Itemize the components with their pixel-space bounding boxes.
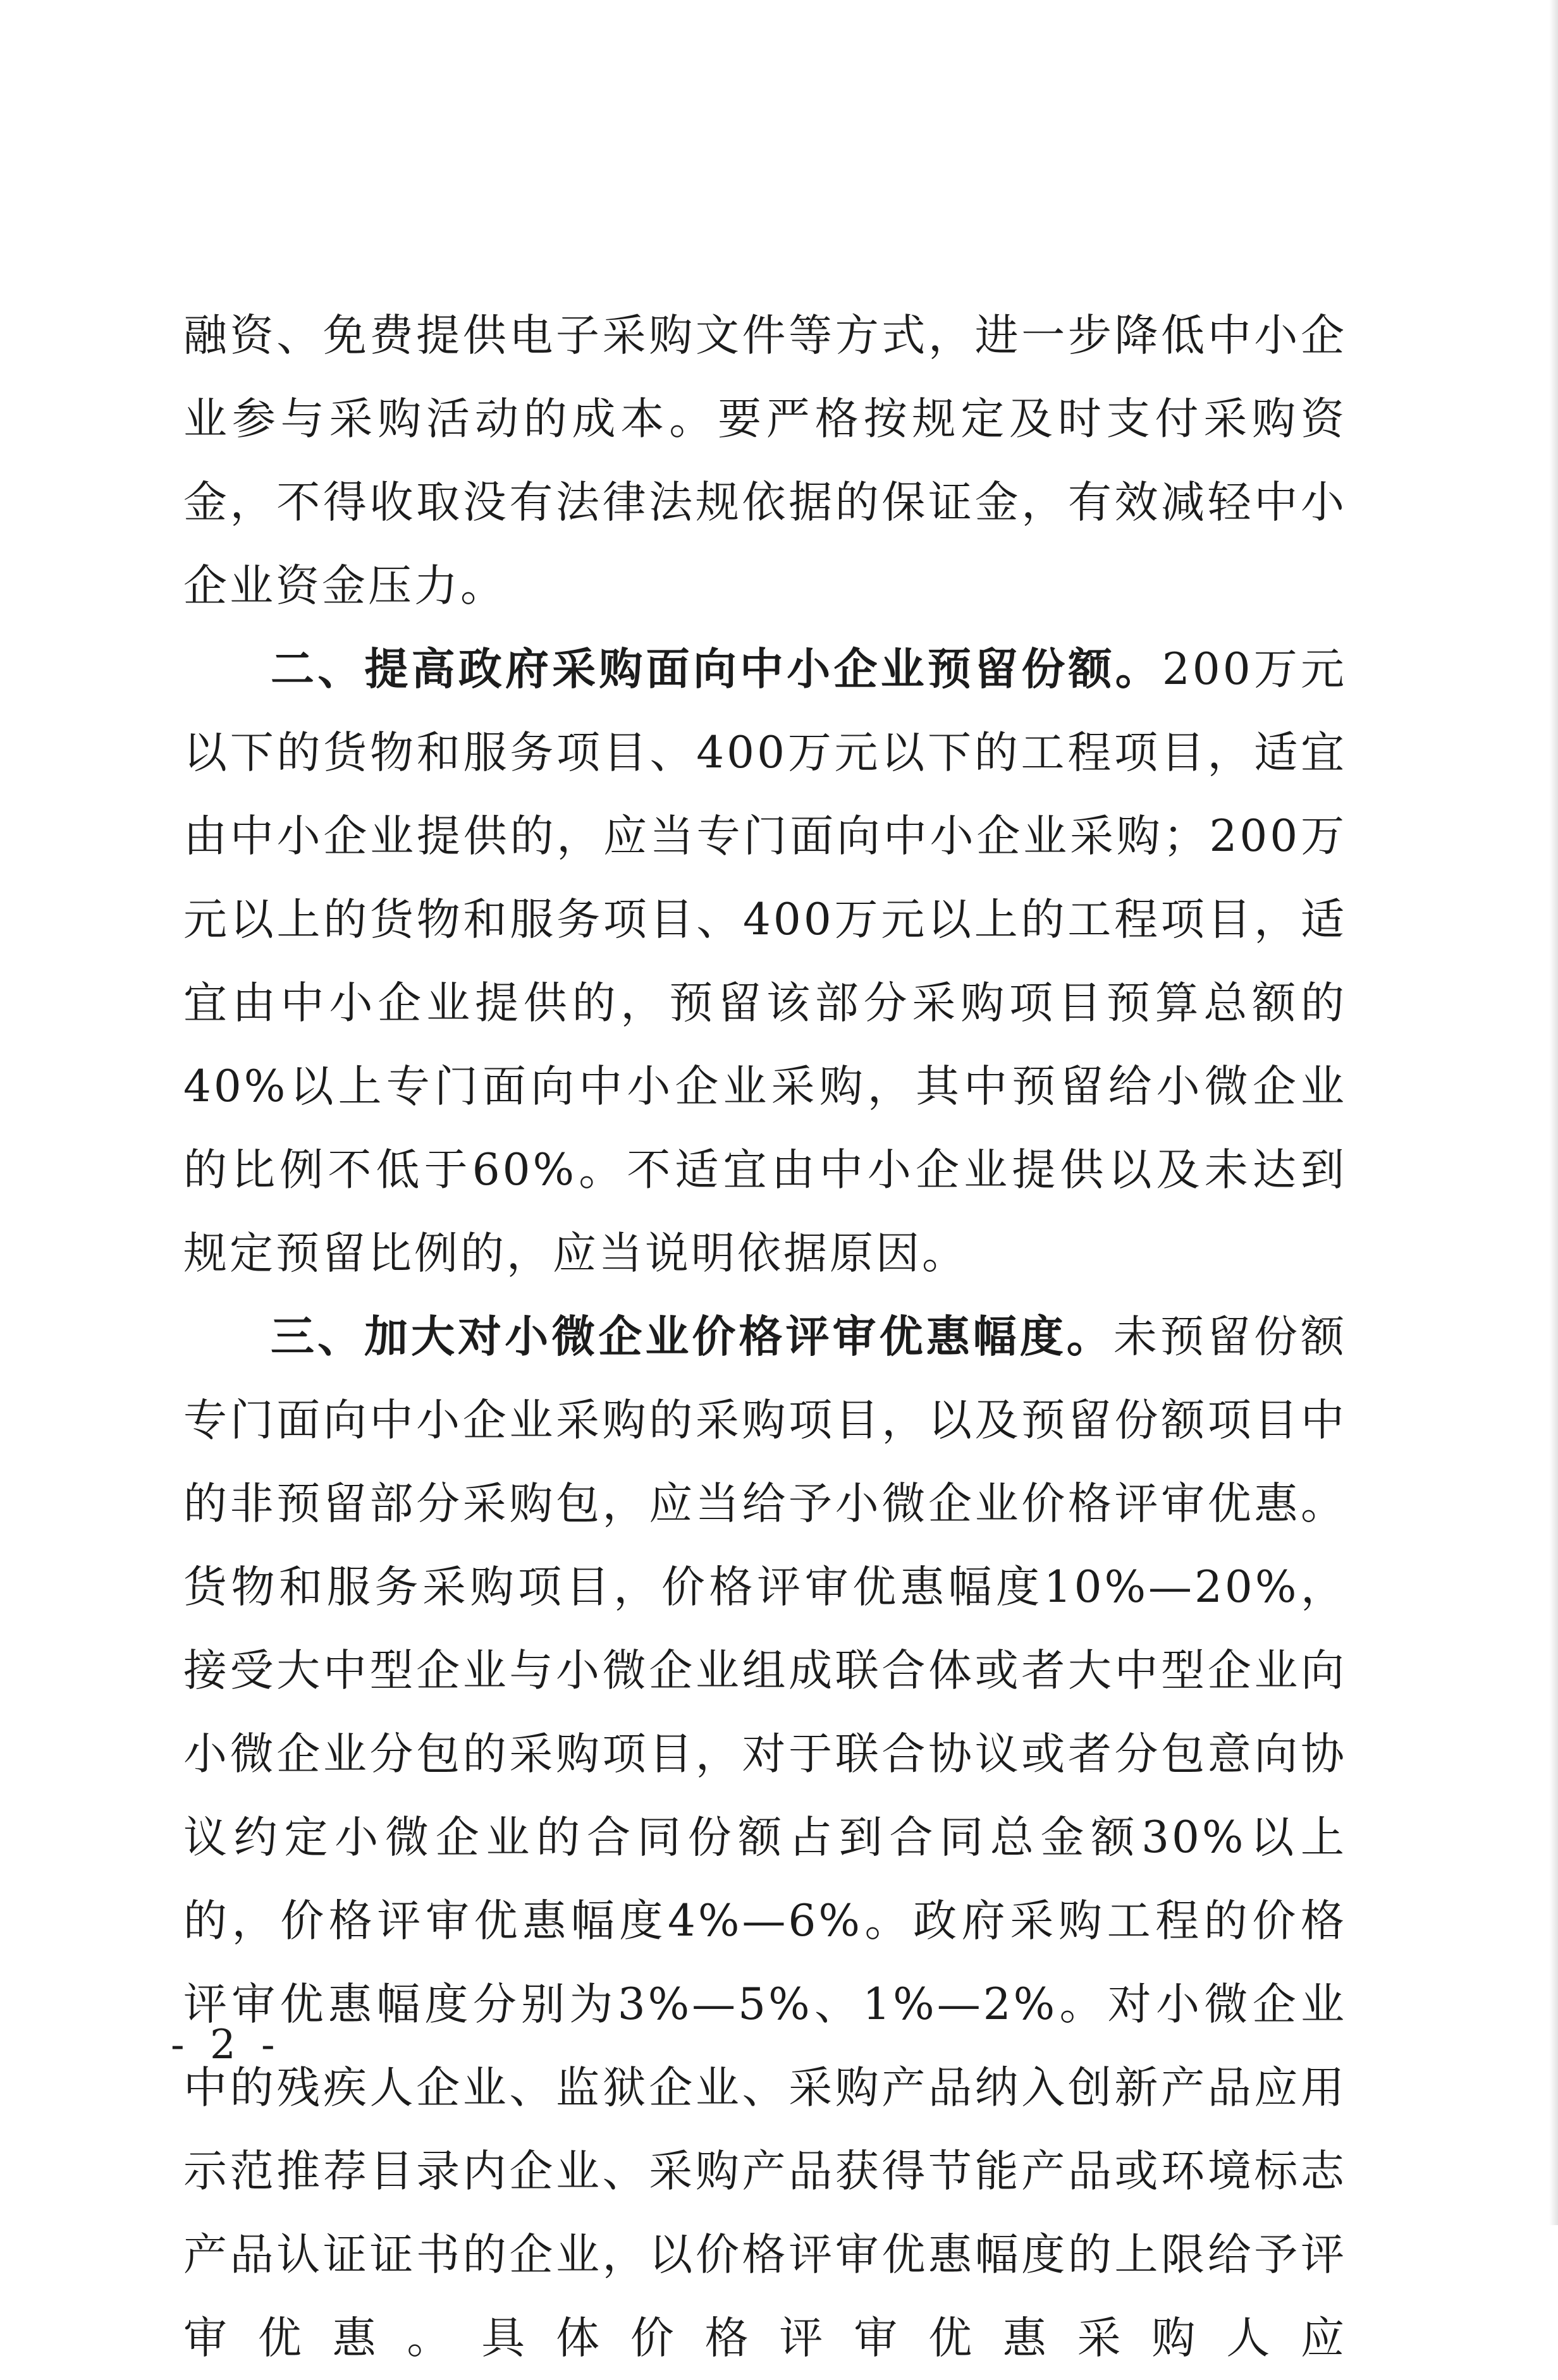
page-number: - 2 - <box>171 2022 281 2068</box>
paragraph-section-2 <box>183 628 1347 1295</box>
section-heading: 二、提高政府采购面向中小企业预留份额。 <box>271 644 1162 695</box>
paragraph-text: 200万元以下的货物和服务项目、400万元以下的工程项目，适宜由中小企业提供的，应当专门面向中小企业采购；200万元以上的货物和服务项目、400万元以上的工程项目，适宜由中小企业提供的，预留该部分采购项目预算总额的40%以上专门面向中小企业采购，其中预留给小微企业的比例不低于60%。不适宜由中小企业提供以及未达到规定预留比例的，应当说明依据原因。 <box>183 644 1347 1279</box>
paragraph-continuation <box>183 294 1347 628</box>
scan-edge-shadow <box>1549 0 1558 2225</box>
paragraph-text: 未预留份额专门面向中小企业采购的采购项目，以及预留份额项目中的非预留部分采购包，应当给予小微企业价格评审优惠。货物和服务采购项目，价格评审优惠幅度10%—20%，接受大中型企业与小微企业组成联合体或者大中型企业向小微企业分包的采购项目，对于联合协议或者分包意向协议约定小微企业的合同份额占到合同总金额30%以上的，价格评审优惠幅度4%—6%。政府采购工程的价格评审优惠幅度分别为3%—5%、1%—2%。对小微企业中的残疾人企业、监狱企业、采购产品纳入创新产品应用示范推荐目录内企业、采购产品获得节能产品或环境标志产品认证证书的企业，以价格评审优惠幅度的上限给予评审优惠。具体价格评审优惠采购人应 <box>183 1312 1347 2364</box>
paragraph-section-3 <box>183 1295 1347 2380</box>
paragraph-text: 融资、免费提供电子采购文件等方式，进一步降低中小企业参与采购活动的成本。要严格按规定及时支付采购资金，不得收取没有法律法规依据的保证金，有效减轻中小企业资金压力。 <box>183 310 1347 611</box>
document-body <box>183 294 1347 2380</box>
section-heading: 三、加大对小微企业价格评审优惠幅度。 <box>271 1312 1113 1362</box>
